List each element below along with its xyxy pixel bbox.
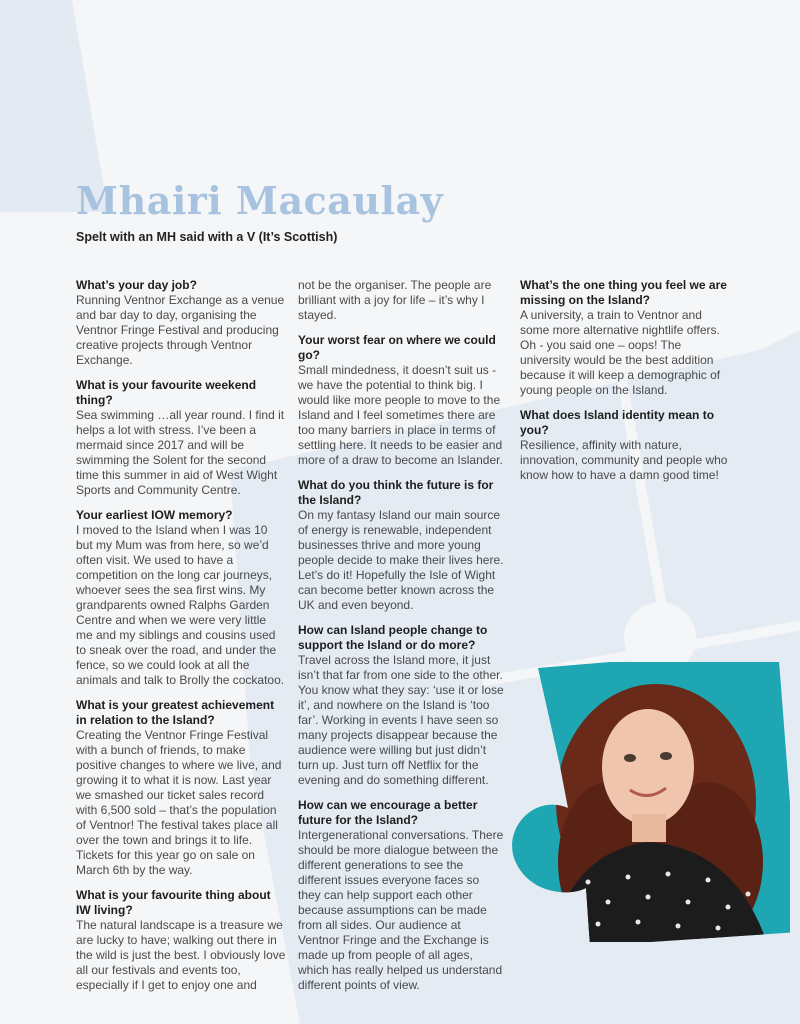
question: What is your greatest achievement in relation to the Island? bbox=[76, 698, 275, 727]
column-1 bbox=[76, 278, 286, 993]
question: How can we encourage a better future for the Island? bbox=[298, 798, 478, 827]
question: What’s your day job? bbox=[76, 278, 197, 292]
answer: On my fantasy Island our main source of energy is renewable, independent businesses thrive and more young people decide to make their lives here. Let’s do it! Hopefully the Isle of Wight can become better known across the UK and even beyond. bbox=[298, 508, 504, 612]
answer: Running Ventnor Exchange as a venue and bar day to day, organising the Ventnor Fringe Festival and producing creative projects through Ventnor Exchange. bbox=[76, 293, 285, 367]
page-subtitle: Spelt with an MH said with a V (It’s Scottish) bbox=[76, 230, 338, 244]
answer: Resilience, affinity with nature, innovation, community and people who know how to have a damn good time! bbox=[520, 438, 728, 482]
column-2 bbox=[298, 278, 504, 993]
question: What’s the one thing you feel we are missing on the Island? bbox=[520, 278, 727, 307]
portrait-image bbox=[508, 662, 790, 942]
question: Your earliest IOW memory? bbox=[76, 508, 233, 522]
answer: Travel across the Island more, it just isn’t that far from one side to the other. You know what they say: ‘use it or lose it’, and nowhere on the Island is ‘too far’. Working in events I have seen so many projects disappear because the audience were willing but just didn’t turn up. Just turn off Netflix for the evening and do something different. bbox=[298, 653, 504, 787]
column-3 bbox=[520, 278, 730, 483]
answer: I moved to the Island when I was 10 but my Mum was from here, so we’d often visit. We used to have a competition on the long car journeys, whoever sees the sea first wins. My grandparents owned Ralphs Garden Centre and when we were very little me and my siblings and cousins used to sneak over the road, and under the fence, so we could look at all the animals and talk to Brolly the cockatoo. bbox=[76, 523, 285, 687]
answer-continued: not be the organiser. The people are brilliant with a joy for life – it’s why I stayed. bbox=[298, 278, 492, 322]
answer: Sea swimming …all year round. I find it helps a lot with stress. I’ve been a mermaid since 2017 and will be swimming the Solent for the second time this summer in aid of West Wight Sports and Community Centre. bbox=[76, 408, 285, 497]
answer: The natural landscape is a treasure we are lucky to have; walking out there in the wild is just the best. I obviously love all our festivals and events too, especially if I get to enjoy one and bbox=[76, 918, 286, 992]
question: Your worst fear on where we could go? bbox=[298, 333, 496, 362]
question: What is your favourite weekend thing? bbox=[76, 378, 257, 407]
answer: Creating the Ventnor Fringe Festival with a bunch of friends, to make positive changes to where we live, and growing it to what it is now. Last year we smashed our ticket sales record with 6,500 sold – that’s the population of Ventnor! The festival takes place all over the town and brings it to life. Tickets for this year go on sale on March 6th by the way. bbox=[76, 728, 282, 877]
portrait-puzzle-piece bbox=[508, 662, 790, 942]
page-title: Mhairi Macaulay bbox=[76, 178, 444, 223]
answer: Intergenerational conversations. There should be more dialogue between the different generations to see the different issues everyone faces so they can help support each other because assumptions can be made from all sides. Our audience at Ventnor Fringe and the Exchange is made up from people of all ages, which has really helped us understand different points of view. bbox=[298, 828, 504, 992]
question: How can Island people change to support the Island or do more? bbox=[298, 623, 488, 652]
question: What is your favourite thing about IW living? bbox=[76, 888, 271, 917]
question: What does Island identity mean to you? bbox=[520, 408, 715, 437]
answer: Small mindedness, it doesn’t suit us - we have the potential to think big. I would like more people to move to the Island and I feel sometimes there are too many barriers in place in terms of settling here. It needs to be easier and more of a draw to become an Islander. bbox=[298, 363, 503, 467]
answer: A university, a train to Ventnor and some more alternative nightlife offers. Oh - you said one – oops! The university would be the best addition because it will keep a demographic of young people on the Island. bbox=[520, 308, 721, 397]
question: What do you think the future is for the Island? bbox=[298, 478, 494, 507]
